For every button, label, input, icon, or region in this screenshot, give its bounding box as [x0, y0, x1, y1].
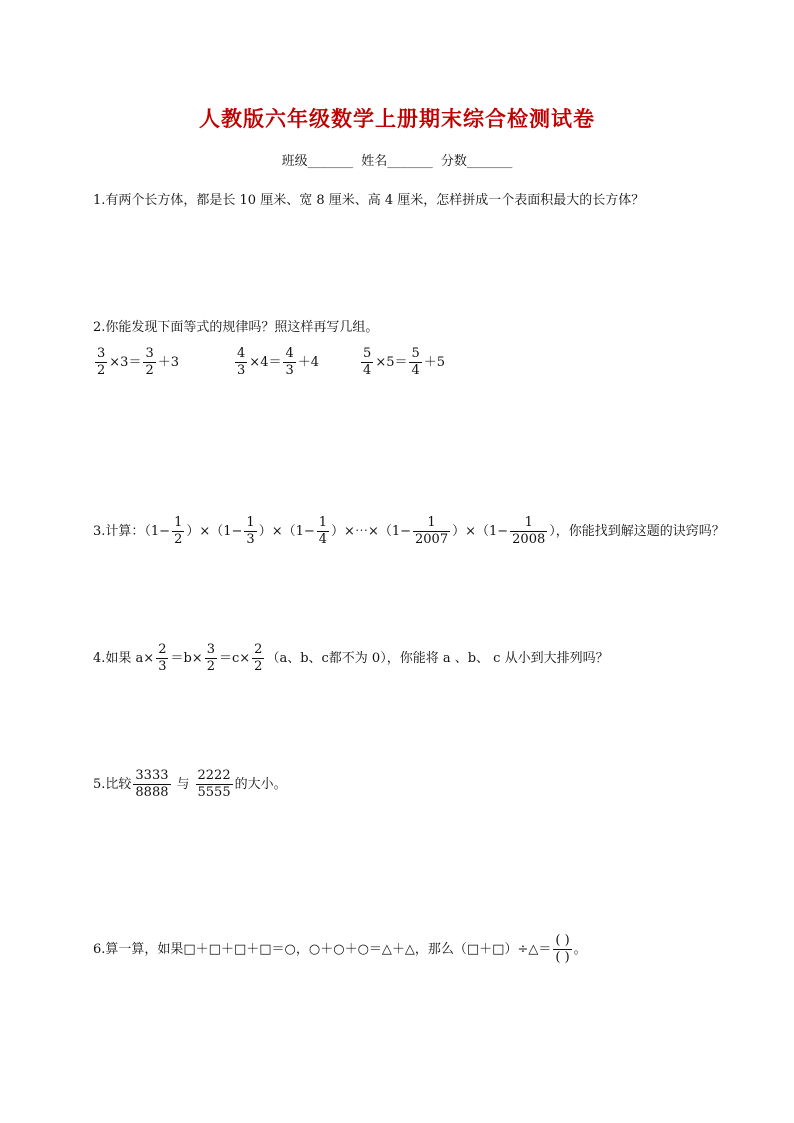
- fraction: [409, 346, 421, 379]
- score-field[interactable]: 分数_______: [440, 154, 513, 169]
- denominator: 2: [206, 659, 215, 674]
- fraction: [133, 768, 170, 801]
- fraction: [317, 515, 329, 548]
- denominator: 3: [285, 363, 294, 378]
- operator-text: ＝c×: [218, 650, 251, 666]
- question-text: 的大小。: [234, 776, 287, 792]
- fraction: [235, 346, 247, 379]
- denominator: 2: [254, 659, 263, 674]
- denominator: 8888: [135, 785, 169, 800]
- question-text: 6.算一算，如果□＋□＋□＋□＝○，○＋○＋○＝△＋△，那么（□＋□）÷△＝: [93, 941, 552, 957]
- numerator: 1: [510, 515, 547, 532]
- class-field[interactable]: 班级_______: [281, 154, 354, 169]
- operator-text: ）×（1−: [452, 523, 509, 539]
- denominator: 5555: [197, 785, 231, 800]
- denominator: 2: [145, 363, 154, 378]
- fraction: [252, 642, 264, 675]
- numerator: 1: [413, 515, 450, 532]
- example-equation-3: [359, 346, 445, 379]
- question-text: 3.计算：（1−: [93, 523, 171, 539]
- student-info-line: [0, 150, 794, 169]
- fraction: [95, 346, 107, 379]
- numerator: 1: [246, 515, 255, 530]
- question-1: 1.有两个长方体，都是长 10 厘米、宽 8 厘米、高 4 厘米，怎样拼成一个表面积最大的长方体？: [93, 193, 645, 208]
- denominator: 4: [318, 532, 328, 547]
- fraction: [283, 346, 295, 379]
- operator-text: ）×（1−: [258, 523, 315, 539]
- numerator-blank[interactable]: ( ): [555, 933, 570, 948]
- question-text: 4.如果 a×: [93, 650, 155, 666]
- fraction: [143, 346, 155, 379]
- numerator: 5: [363, 346, 372, 361]
- name-field[interactable]: 姓名_______: [361, 154, 433, 169]
- operator-text: ＋4: [297, 354, 320, 370]
- fraction: [156, 642, 168, 675]
- denominator: 3: [246, 532, 255, 547]
- question-text: （a、b、c都不为 0），你能将 a 、b、 c 从小到大排列吗？: [266, 650, 609, 666]
- operator-text: ＋5: [423, 354, 446, 370]
- numerator: 2: [254, 642, 263, 657]
- operator-text: ）×⋯×（1−: [331, 523, 411, 539]
- fraction: [510, 515, 547, 548]
- numerator: 4: [285, 346, 294, 361]
- operator-text: ）×（1−: [186, 523, 243, 539]
- denominator: 2: [97, 363, 106, 378]
- operator-text: ＋3: [157, 354, 180, 370]
- question-4: [93, 642, 609, 675]
- answer-fraction-blank[interactable]: [553, 933, 571, 966]
- page-title: 人教版六年级数学上册期末综合检测试卷: [199, 107, 595, 131]
- question-3: [93, 515, 725, 548]
- denominator: 2008: [512, 532, 546, 547]
- numerator: 3: [145, 346, 154, 361]
- example-equation-1: [93, 346, 179, 379]
- denominator: 2007: [415, 532, 449, 547]
- question-5: [93, 768, 287, 801]
- question-text: 与: [176, 776, 190, 792]
- denominator: 4: [363, 363, 372, 378]
- fraction: [244, 515, 256, 548]
- operator-text: ×4＝: [249, 354, 282, 370]
- operator-text: ×5＝: [375, 354, 408, 370]
- numerator: 5: [411, 346, 420, 361]
- numerator: 2: [158, 642, 167, 657]
- numerator: 3: [206, 642, 215, 657]
- numerator: 1: [318, 515, 328, 530]
- fraction: [413, 515, 450, 548]
- fraction: [172, 515, 184, 548]
- fraction: [196, 768, 233, 801]
- fraction: [205, 642, 217, 675]
- question-6: [93, 933, 587, 966]
- question-text: ），你能找到解这题的诀窍吗？: [549, 523, 725, 539]
- example-equation-2: [233, 346, 319, 379]
- fraction: [361, 346, 373, 379]
- denominator: 4: [411, 363, 420, 378]
- question-text: 。: [573, 941, 587, 957]
- numerator: 3333: [135, 768, 169, 783]
- operator-text: ×3＝: [109, 354, 142, 370]
- denominator-blank[interactable]: ( ): [555, 950, 570, 965]
- denominator: 3: [158, 659, 167, 674]
- operator-text: ＝b×: [170, 650, 203, 666]
- numerator: 4: [237, 346, 246, 361]
- question-2-examples: [93, 346, 445, 379]
- question-text: 5.比较: [93, 776, 132, 792]
- question-2: 2.你能发现下面等式的规律吗？照这样再写几组。: [93, 320, 379, 335]
- denominator: 2: [174, 532, 183, 547]
- denominator: 3: [237, 363, 246, 378]
- numerator: 1: [174, 515, 183, 530]
- numerator: 2222: [197, 768, 231, 783]
- numerator: 3: [97, 346, 106, 361]
